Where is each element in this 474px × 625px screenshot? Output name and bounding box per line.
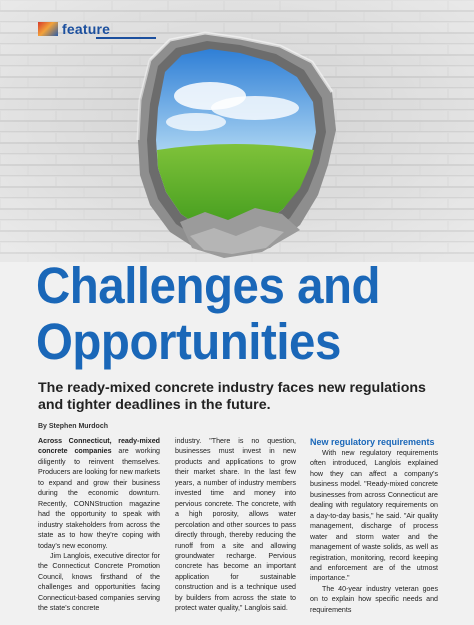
feature-logo-icon bbox=[38, 22, 58, 36]
lead-in-text: Across Connecticut, ready-mixed concrete companies bbox=[38, 437, 160, 456]
hero-image-brick-wall-hole bbox=[0, 0, 474, 262]
column-1-paragraph-1-body: are working diligently to reinvent themselves. Producers are looking for new markets to expand and grow their business during the economic downturn. Recently, CONNStruction magazine had the opportunity to speak with industry stakeholders from across the state as to how they're coping with today's new economy. bbox=[38, 447, 161, 550]
section-subhead: New regulatory requirements bbox=[310, 437, 435, 447]
article-title-line-1: Challenges and bbox=[36, 257, 381, 314]
article-title bbox=[36, 258, 427, 370]
column-1-paragraph-1 bbox=[38, 436, 160, 551]
article-title-line-2: Opportunities bbox=[36, 313, 341, 370]
column-1-paragraph-2: Jim Langlois, executive director for the Connecticut Concrete Promotion Council, knows firsthand of the challenges and opportunities facing Connecticut-based companies serving the state's concrete bbox=[38, 551, 160, 613]
feature-section-tag bbox=[38, 21, 110, 37]
article-deck: The ready-mixed concrete industry faces new regulations and tighter deadlines in the future. bbox=[38, 380, 426, 413]
column-2-paragraph-1: industry. "There is no question, businesses must invest in new products and applications to grow their market share. In the last few years, a number of industry members invested time and money into pervious concrete. The concrete, with a high porosity, allows water percolation and other sources to pass directly through, thereby reducing the runoff from a site and allowing groundwater recharge. Pervious concrete has become an important application for sustainable construction and is a technique used by builders from across the state to protect water quality," Langlois said. bbox=[175, 437, 296, 613]
brick-wall-illustration bbox=[0, 0, 474, 262]
feature-section-label: feature bbox=[62, 21, 111, 37]
column-3-paragraph-1: With new regulatory requirements often introduced, Langlois explained how they can affect a company's business model. "Ready-mixed concrete businesses from across Connecticut are dealing with regulatory requirements on a day-to-day basis," he said. "Air quality management, discharge of process water and storm water and the management of waste solids, as well as registration, monitoring, record keeping and enforcement are of the utmost importance." bbox=[310, 449, 438, 583]
article-column-1 bbox=[38, 436, 160, 614]
article-byline: By Stephen Murdoch bbox=[38, 423, 109, 430]
article-column-2 bbox=[175, 436, 296, 614]
column-3-paragraph-2: The 40-year industry veteran goes on to explain how specific needs and requirements bbox=[310, 584, 438, 614]
feature-underline bbox=[96, 37, 156, 39]
article-column-3 bbox=[310, 436, 438, 615]
